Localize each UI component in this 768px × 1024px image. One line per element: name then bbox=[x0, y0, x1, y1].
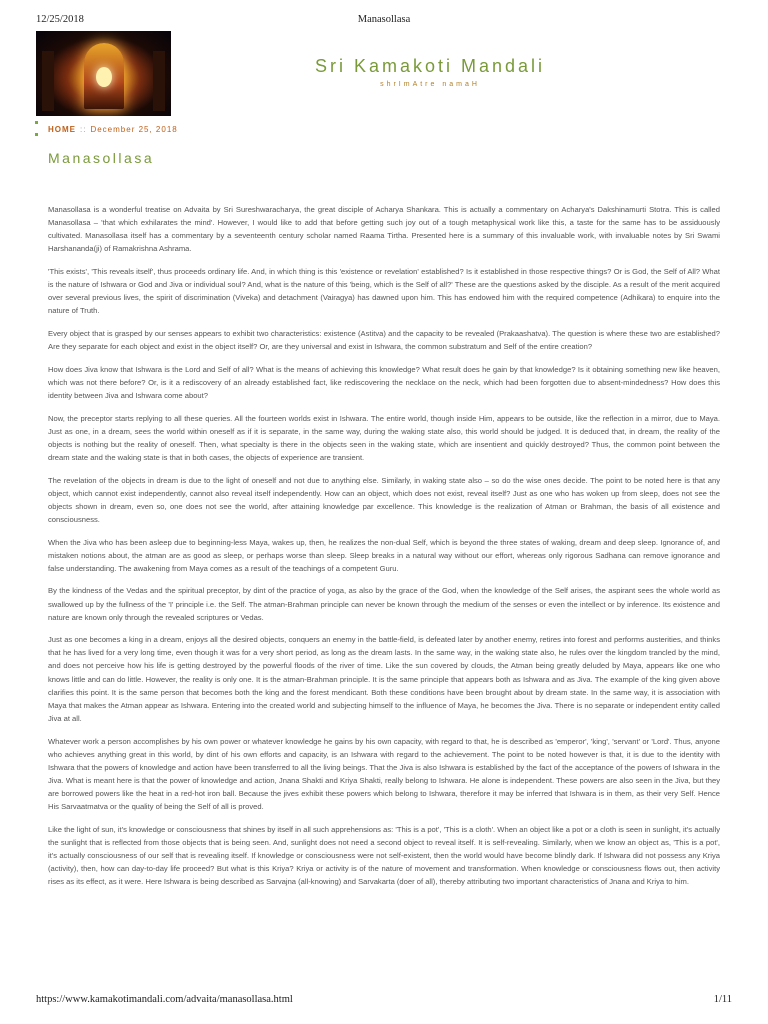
site-tagline: shrImAtre namaH bbox=[380, 81, 480, 88]
bullet-dot-icon bbox=[35, 133, 38, 136]
print-doc-title: Manasollasa bbox=[357, 14, 411, 25]
paragraph: Just as one becomes a king in a dream, enjoys all the desired objects, conquers an enemy in the battle-field, is defeated later by another enemy, retires into forest and performs austerities, and thinks that he has lived for a very long time, even though it was for a very short period, as long as the dream lasts. In the same way, in the waking state also, he rules over the kingdom trancled by the mind, and does not perceive how his life is getting destroyed by the powerful floods of the river of time. Like the sun covered by clouds, the Atman being greatly deluded by Maya, appears like one who knows little and can do little. However, the reality is only one. It is the atman-Brahman principle. It is the same principle that appears both as Ishwara and as Jiva. The example of the king given above clarifies this point. It is the same person that becomes both the king and the forest mendicant. Both these conditions have been brought about by dream state. In the same way, it is association with Maya that makes the Atman appear as Ishwara. Entering into the created world and subjecting himself to the influence of Maya, he becomes the Jiva. There is no separate or independent entity called Jiva at all. bbox=[48, 635, 720, 723]
paragraph: Every object that is grasped by our senses appears to exhibit two characteristics: existence (Astitva) and the capacity to be revealed (Prakaashatva). The question is where these two are established? Are they separate for each object and exist in the object itself? Or, are they universal and exist in Ishwara, the common substratum and Self of the entire creation? bbox=[48, 328, 720, 352]
paragraph: Manasollasa is a wonderful treatise on Advaita by Sri Sureshwaracharya, the great disciple of Acharya Shankara. This is actually a commentary on Acharya's Dakshinamurti Stotra. This is called Manasollasa – 'that which exhilarates the mind'. However, I would like to add that before getting such joy out of a tough metaphysical work like this, a taste for the same has to be assiduously cultivated. Manasollasa itself has a commentary by a seventeenth century scholar named Raama Tirtha. Presented here is a summary of this invaluable work, with invaluable notes by Sri Swami Harshananda(ji) of Ramakrishna Ashrama. bbox=[48, 205, 720, 254]
paragraph: Now, the preceptor starts replying to all these queries. All the fourteen worlds exist in Ishwara. The entire world, though inside Him, appears to be outside, like the reflection in a mirror, due to Maya. Just as one, in a dream, sees the world within oneself as if it is separate, in the same way, during the waking state also, this world should be judged. It is deduced that, in dream, the reality of the objects is nothing but the reality of oneself. Then, what specialty is there in the objects seen in the waking state, which are insentient and quickly destroyed? Thus, the common point between the dream state and the waking state is that in both cases, the objects of experience are transient. bbox=[48, 413, 720, 462]
paragraph: When the Jiva who has been asleep due to beginning-less Maya, wakes up, then, he realizes the non-dual Self, which is beyond the three states of waking, dream and deep sleep. Ignorance of, and mistaken notions about, the atman are as good as sleep, or perhaps worse than sleep. Sleep breaks in a natural way without our effort, whereas only rigorous Sadhana can remove ignorance and false understanding. The awakening from Maya comes as a result of the teachings of a competent Guru. bbox=[48, 537, 720, 573]
print-header bbox=[36, 14, 732, 28]
bullet-dot-icon bbox=[35, 121, 38, 124]
breadcrumb-separator: :: bbox=[80, 125, 87, 134]
temple-pillar-right bbox=[153, 51, 165, 111]
paragraph: Like the light of sun, it's knowledge or consciousness that shines by itself in all such apprehensions as: 'This is a pot', 'This is a cloth'. When an object like a pot or a cloth is seen in sunlight, it's actually the sunlight that is reflected from those objects that is being seen. And, sunlight does not need a second object to reveal itself. It is self-revealing. Similarly, when we know an object as, 'This is a pot', it's actually consciousness of our self that is revealing itself. If knowledge or consciousness were not self-existent, then the world would have become blindly dark. If Ishwara did not possess any Kriya (activity), then, how can day-to-day life proceed? But what is this Kriya? Kriya or activity is of the nature of movement and transformation. When knowledge or consciousness flows out, then activity rises as its effect, as it were. Here Ishwara is being described as Sarvajna (all-knowing) and Sarvakarta (doer of all), thereby attributing two important characteristics of Jnana and Kriya to him. bbox=[48, 824, 720, 887]
print-url: https://www.kamakotimandali.com/advaita/manasollasa.html bbox=[36, 994, 293, 1005]
article-body bbox=[48, 203, 720, 898]
breadcrumb bbox=[48, 125, 178, 134]
paragraph: 'This exists', 'This reveals itself', thus proceeds ordinary life. And, in which thing is this 'existence or revelation' established? Is it established in those respective things? Or is God, the Self of All? What is the nature of Ishwara or God and Jiva or individual soul? And, what is the nature of this 'being, which is the Self of all?' These are the questions asked by the disciple. As a result of the merit acquired over several previous lives, the spirit of discrimination (Viveka) and detachment (Vairagya) has dawned upon him. This has endowed him with the required competence (Adhikara) to enquire into the nature of Truth. bbox=[48, 266, 720, 316]
lamp-glow bbox=[96, 67, 112, 87]
page-title: Manasollasa bbox=[48, 150, 155, 166]
print-page-number: 1/11 bbox=[713, 994, 732, 1005]
print-date: 12/25/2018 bbox=[36, 14, 84, 25]
paragraph: By the kindness of the Vedas and the spiritual preceptor, by dint of the practice of yoga, as also by the grace of the God, when the knowledge of the Self arises, the aspirant sees the whole world as swallowed up by the fullness of the 'I' principle i.e. the Self. The atman-Brahman principle can never be known through the medium of the senses or even the intellect or by inference. Its existence and nature are known only through the revealed scriptures or Vedas. bbox=[48, 586, 720, 622]
temple-image bbox=[36, 31, 171, 116]
breadcrumb-date: December 25, 2018 bbox=[90, 125, 178, 134]
paragraph: How does Jiva know that Ishwara is the Lord and Self of all? What is the means of achieving this knowledge? What result does he gain by that knowledge? Is it obtaining something new like heaven, which was not there before? Or, is it a rediscovery of an already established fact, like rediscovering the necklace on the neck, which had been forgotten due to absent-mindedness? How does this identity between Jiva and Ishwara come about? bbox=[48, 364, 720, 400]
paragraph: The revelation of the objects in dream is due to the light of oneself and not due to anything else. Similarly, in waking state also – so do the wise ones decide. The point to be noted here is that any object, which cannot exist independently, cannot also reveal itself independently. How can an object, which does not exist, reveal itself? Just as one who has woken up from sleep, does not see the objects shown in dream, even so, one does not see the world, after attaining knowledge par excellence. This knowledge is the realization of Atman or Brahman, the basis of all existence and consciousness. bbox=[48, 475, 720, 524]
site-title[interactable]: Sri Kamakoti Mandali bbox=[314, 56, 546, 76]
temple-pillar-left bbox=[42, 51, 54, 111]
paragraph: Whatever work a person accomplishes by his own power or whatever knowledge he gains by his own capacity, with regard to that, he is described as 'emperor', 'king', 'servant' or 'Lord'. Thus, anyone who achieves anything great in this world, by dint of his own efforts and capacity, is an Ishwara with regard to the achievement. The point to be noted however is that, it is due to the identity with Ishwara that the powers of knowledge and action have been transferred to all the living beings. That the Jiva is also Ishwara is established by the fact of the acceptance of the powers of Ishwara in the Jiva. What is meant here is that the power of knowledge and action, Jnana Shakti and Kriya Shakti, really belong to Ishwara. He alone is independent. These powers are also seen in the Jiva, but they are borrowed powers like the heat in a red-hot iron ball. Because the jives exhibit these powers which belong to Ishwara, therefore it may be inferred that Ishwara is in them, as their very Self. Hence His Sarvaatmatva or the quality of being the Self of all is proved. bbox=[48, 736, 720, 811]
breadcrumb-home-link[interactable]: HOME bbox=[48, 125, 76, 134]
